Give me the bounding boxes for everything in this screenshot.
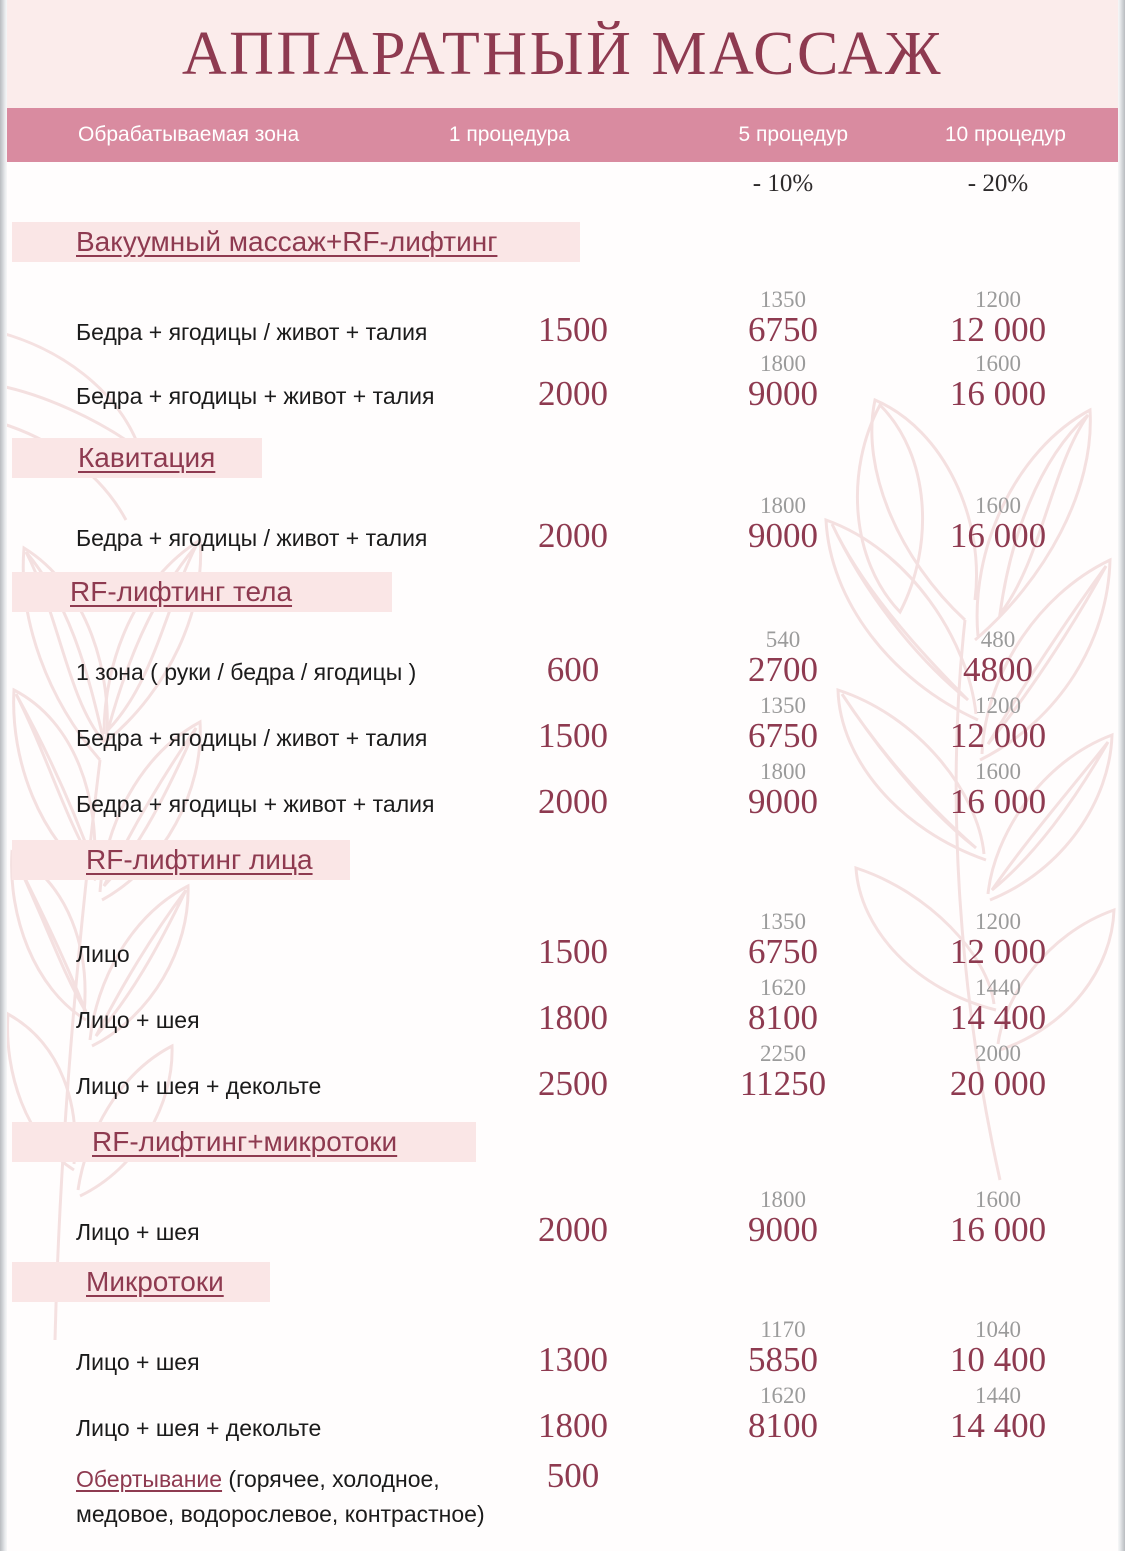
price-five-procedures: 8100 [748,997,818,1037]
price-one-procedure: 2000 [538,373,608,413]
price-five-procedures: 9000 [748,373,818,413]
price-ten-procedures: 16 000 [949,373,1047,413]
footnote-price: 500 [546,1456,600,1495]
table-row [0,1036,1125,1104]
price-ten-procedures: 14 400 [949,997,1047,1037]
row-zone-label: Бедра + ягодицы + живот + талия [76,383,435,409]
unit-price-ten: 1040 [975,1316,1021,1342]
price-ten-procedures: 12 000 [949,931,1047,971]
price-one-procedure: 1500 [538,309,608,349]
price-five-procedures: 9000 [748,1209,818,1249]
table-header [0,108,1125,162]
section-header [12,1262,270,1302]
unit-price-ten: 1440 [975,1382,1021,1408]
table-row [0,488,1125,556]
price-ten-procedures: 10 400 [949,1339,1047,1379]
row-zone-label: Лицо + шея + декольте [76,1415,322,1441]
unit-price-ten: 1200 [975,286,1021,312]
price-five-procedures: 6750 [748,931,818,971]
price-one-procedure: 1300 [538,1339,608,1379]
unit-price-five: 1800 [760,350,806,376]
section-header [12,222,580,262]
discount-five: - 10% [752,170,814,197]
row-zone-label: Бедра + ягодицы / живот + талия [76,319,428,345]
price-ten-procedures: 20 000 [949,1063,1047,1103]
price-ten-procedures: 14 400 [949,1405,1047,1445]
unit-price-ten: 480 [980,626,1016,652]
price-five-procedures: 11250 [739,1063,827,1103]
table-row [0,904,1125,972]
unit-price-five: 1350 [760,692,806,718]
unit-price-ten: 1200 [975,908,1021,934]
column-header-ten: 10 процедур [944,123,1066,146]
row-zone-label: Лицо + шея [76,1219,200,1245]
row-zone-label: Бедра + ягодицы / живот + талия [76,725,428,751]
row-zone-label: Лицо + шея [76,1349,200,1375]
page-title: АППАРАТНЫЙ МАССАЖ [181,20,944,88]
section-header [12,1122,476,1162]
price-five-procedures: 8100 [748,1405,818,1445]
unit-price-five: 1350 [760,286,806,312]
price-one-procedure: 1500 [538,715,608,755]
table-row [0,1182,1125,1250]
table-row [0,688,1125,756]
section-label: RF-лифтинг тела [70,576,293,607]
table-row [0,1378,1125,1446]
price-ten-procedures: 4800 [963,649,1033,689]
row-zone-label: Бедра + ягодицы / живот + талия [76,525,428,551]
discount-ten: - 20% [967,170,1029,197]
footnote-text [76,1462,526,1531]
section-header [12,840,350,880]
section-label: Микротоки [86,1266,224,1297]
section-label: RF-лифтинг+микротоки [92,1126,398,1157]
price-one-procedure: 1800 [538,1405,608,1445]
unit-price-five: 1800 [760,1186,806,1212]
unit-price-ten: 1440 [975,974,1021,1000]
discount-row [0,162,1125,210]
price-one-procedure: 2500 [538,1063,608,1103]
row-zone-label: Бедра + ягодицы + живот + талия [76,791,435,817]
price-five-procedures: 6750 [748,309,818,349]
price-five-procedures: 2700 [748,649,818,689]
unit-price-five: 2250 [760,1040,806,1066]
price-one-procedure: 2000 [538,1209,608,1249]
unit-price-five: 1620 [760,1382,806,1408]
price-five-procedures: 9000 [748,515,818,555]
column-header-five: 5 процедур [738,123,848,146]
section-label: Кавитация [78,442,216,473]
row-zone-label: 1 зона ( руки / бедра / ягодицы ) [76,659,417,685]
unit-price-five: 540 [765,626,801,652]
unit-price-ten: 1600 [975,1186,1021,1212]
unit-price-five: 1800 [760,758,806,784]
section-header [12,572,392,612]
unit-price-five: 1620 [760,974,806,1000]
section-header [12,438,262,478]
unit-price-five: 1170 [760,1316,806,1342]
price-one-procedure: 1800 [538,997,608,1037]
price-ten-procedures: 12 000 [949,309,1047,349]
row-zone-label: Лицо [76,941,130,967]
title-band [0,0,1125,108]
table-row [0,1312,1125,1380]
price-one-procedure: 600 [546,649,600,689]
column-header-one: 1 процедура [448,123,570,146]
price-ten-procedures: 16 000 [949,781,1047,821]
price-ten-procedures: 16 000 [949,1209,1047,1249]
price-five-procedures: 6750 [748,715,818,755]
footnote-service-name: Обертывание [76,1466,223,1492]
unit-price-ten: 1600 [975,350,1021,376]
table-row [0,622,1125,690]
price-five-procedures: 5850 [748,1339,818,1379]
price-ten-procedures: 16 000 [949,515,1047,555]
row-zone-label: Лицо + шея [76,1007,200,1033]
price-one-procedure: 2000 [538,515,608,555]
unit-price-five: 1350 [760,908,806,934]
table-row [0,282,1125,350]
price-one-procedure: 2000 [538,781,608,821]
section-label: RF-лифтинг лица [86,844,313,875]
section-label: Вакуумный массаж+RF-лифтинг [76,226,498,257]
table-row [0,970,1125,1038]
unit-price-ten: 1200 [975,692,1021,718]
price-one-procedure: 1500 [538,931,608,971]
unit-price-ten: 1600 [975,758,1021,784]
price-five-procedures: 9000 [748,781,818,821]
table-row [0,754,1125,822]
table-row [0,346,1125,414]
footnote-detail: (горячее, холодное, медовое, водорослевое, контрастное) [76,1466,485,1527]
row-zone-label: Лицо + шея + декольте [76,1073,322,1099]
price-ten-procedures: 12 000 [949,715,1047,755]
unit-price-ten: 1600 [975,492,1021,518]
unit-price-five: 1800 [760,492,806,518]
unit-price-ten: 2000 [975,1040,1021,1066]
column-header-zone: Обрабатываемая зона [78,123,300,146]
